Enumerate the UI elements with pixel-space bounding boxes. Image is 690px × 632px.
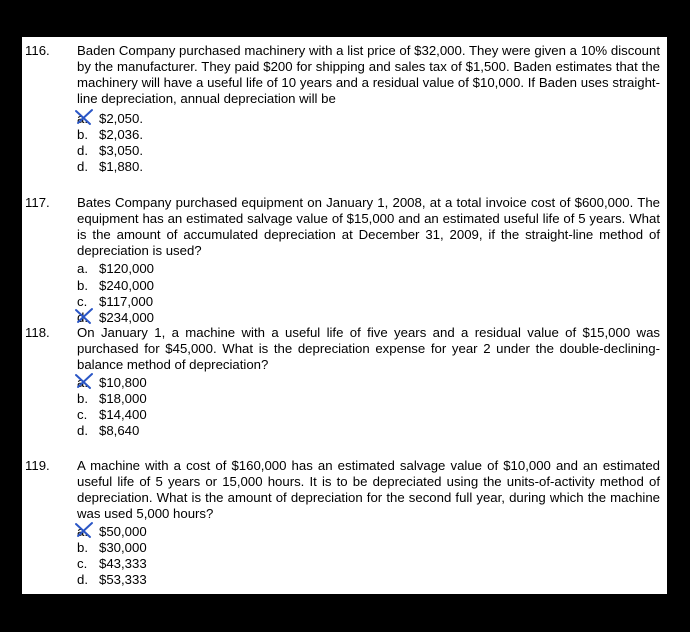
option-value: $120,000 bbox=[99, 261, 155, 276]
question-number: 116. bbox=[25, 43, 50, 58]
question-number: 118. bbox=[25, 325, 50, 340]
option-letter: c. bbox=[77, 556, 88, 571]
option-d bbox=[77, 310, 154, 326]
option-letter: a. bbox=[77, 111, 88, 126]
option-value: $30,000 bbox=[99, 540, 147, 555]
option-value: $240,000 bbox=[99, 278, 155, 293]
option-c bbox=[77, 294, 153, 310]
option-a bbox=[77, 375, 147, 391]
option-value: $50,000 bbox=[99, 524, 147, 539]
question-text: Bates Company purchased equipment on January 1, 2008, at a total invoice cost of $600,000. The equipment has an estimated salvage value of $15,000 and an estimated useful life of 5 years. What is the amount of accumulated depreciation at December 31, 2009, if the straight-line method of depreciation is used? bbox=[77, 195, 660, 258]
option-b bbox=[77, 540, 147, 556]
option-value: $14,400 bbox=[99, 407, 147, 422]
option-value: $10,800 bbox=[99, 375, 147, 390]
option-letter: c. bbox=[77, 294, 88, 309]
option-letter: b. bbox=[77, 391, 88, 406]
option-letter: a. bbox=[77, 524, 88, 539]
question-number: 119. bbox=[25, 458, 50, 473]
option-letter: b. bbox=[77, 127, 88, 142]
question-number: 117. bbox=[25, 195, 50, 210]
option-letter: b. bbox=[77, 278, 88, 293]
option-value: $234,000 bbox=[99, 310, 155, 325]
option-value: $117,000 bbox=[99, 294, 154, 309]
option-d bbox=[77, 159, 143, 175]
option-d bbox=[77, 572, 147, 588]
option-c bbox=[77, 556, 147, 572]
option-value: $3,050. bbox=[99, 143, 143, 158]
option-value: $18,000 bbox=[99, 391, 147, 406]
option-value: $1,880. bbox=[99, 159, 143, 174]
option-letter: c. bbox=[77, 407, 88, 422]
option-value: $43,333 bbox=[99, 556, 147, 571]
question-text: A machine with a cost of $160,000 has an estimated salvage value of $10,000 and an estimated useful life of 5 years or 15,000 hours. It is to be depreciated using the units-of-activity method of depreciation. What is the amount of depreciation for the second full year, during which the machine was used 5,000 hours? bbox=[77, 458, 660, 521]
exam-page bbox=[22, 37, 667, 594]
question-text: Baden Company purchased machinery with a list price of $32,000. They were given a 10% discount by the manufacturer. They paid $200 for shipping and sales tax of $1,500. Baden estimates that the machinery will have a useful life of 10 years and a residual value of $10,000. If Baden uses straight-line depreciation, annual depreciation will be bbox=[77, 43, 660, 106]
option-a bbox=[77, 111, 143, 127]
option-letter: d. bbox=[77, 310, 88, 325]
option-c bbox=[77, 143, 143, 159]
option-value: $2,050. bbox=[99, 111, 143, 126]
option-value: $2,036. bbox=[99, 127, 143, 142]
question-text: On January 1, a machine with a useful life of five years and a residual value of $15,000 was purchased for $45,000. What is the depreciation expense for year 2 under the double-declining-balance method of depreciation? bbox=[77, 325, 660, 372]
option-letter: a. bbox=[77, 375, 88, 390]
option-value: $53,333 bbox=[99, 572, 147, 587]
option-b bbox=[77, 127, 143, 143]
option-d bbox=[77, 423, 139, 439]
option-c bbox=[77, 407, 147, 423]
option-a bbox=[77, 524, 147, 540]
option-letter: d. bbox=[77, 572, 88, 587]
option-a bbox=[77, 261, 154, 277]
option-letter: b. bbox=[77, 540, 88, 555]
option-b bbox=[77, 391, 147, 407]
option-value: $8,640 bbox=[99, 423, 140, 438]
option-letter: a. bbox=[77, 261, 88, 276]
option-letter: d. bbox=[77, 159, 88, 174]
option-b bbox=[77, 278, 154, 294]
option-letter: d. bbox=[77, 143, 88, 158]
option-letter: d. bbox=[77, 423, 88, 438]
